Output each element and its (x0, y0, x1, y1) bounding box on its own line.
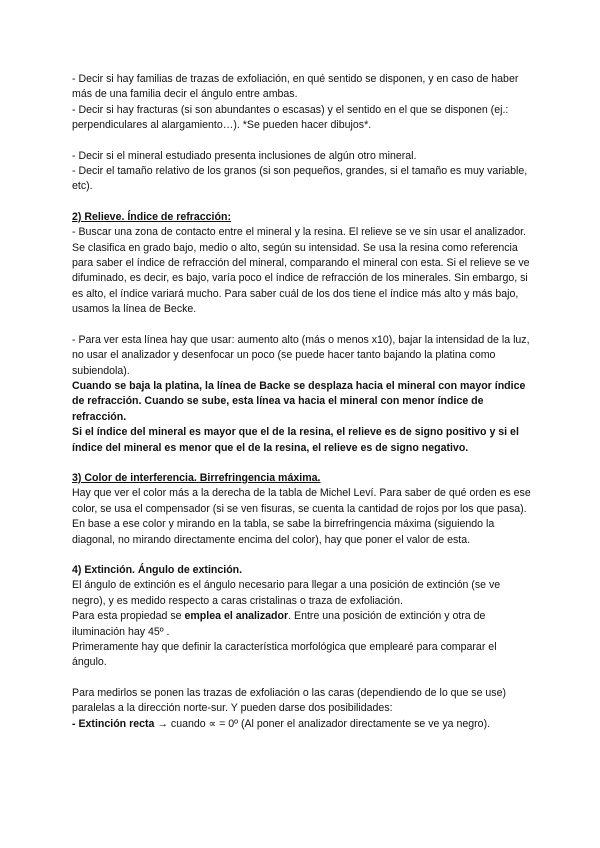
paragraph-morphology: Primeramente hay que definir la característica morfológica que emplearé para comparar el ángulo. (72, 641, 497, 669)
paragraph-relief-sign: Si el índice del mineral es mayor que el de la resina, el relieve es de signo positivo y si el índice del mineral es menor que el de la resina, el relieve es de signo negativo. (72, 426, 519, 454)
paragraph-relief-contact: - Buscar una zona de contacto entre el mineral y la resina. El relieve se ve sin usar el analizador. (72, 226, 527, 239)
spacer (72, 456, 534, 471)
section-heading-extinction: 4) Extinción. Ángulo de extinción. (72, 563, 243, 576)
text-run: Para esta propiedad se (72, 610, 185, 623)
text-run-bold: emplea el analizador (184, 610, 289, 623)
paragraph-becke-line: - Para ver esta línea hay que usar: aumento alto (más o menos x10), bajar la intensidad de la luz, no usar el analizador y desenfocar un poco (se puede hacer tanto bajando la platina como subiendola). (72, 333, 530, 377)
text-run: . Entre una posición de extinción y otra de iluminación hay 45º . (72, 610, 486, 638)
paragraph-measure: Para medirlos se ponen las trazas de exfoliación o las caras (dependiendo de lo que se use) paralelas a la dirección norte-sur. Y pueden darse dos posibilidades: (72, 686, 507, 715)
paragraph-becke-rule: Cuando se baja la platina, la línea de Backe se desplaza hacia el mineral con mayor índice de refracción. Cuando se sube, esta línea va hacia el mineral con menor índice de refracción. (72, 379, 526, 423)
paragraph-inclusions: - Decir si el mineral estudiado presenta inclusiones de algún otro mineral. (72, 149, 417, 162)
paragraph-interference: Hay que ver el color más a la derecha de la tabla de Michel Leví. Para saber de qué orden es ese color, se usa el compensador (si se ven fisuras, se cuenta la cantidad de rojos por los que pasa). En base a ese color y mirando en la tabla, se sabe la birrefringencia máxima (siguiendo la diagonal, no mirando directamente encima del color), hay que poner el valor de esta. (72, 487, 531, 546)
text-run: → cuando ∝ = 0º (Al poner el analizador directamente se ve ya negro). (154, 717, 491, 730)
paragraph-analyzer (72, 609, 534, 640)
section-heading-interference: 3) Color de interferencia. Birrefringencia máxima. (72, 471, 321, 484)
paragraph-exfoliation: - Decir si hay familias de trazas de exfoliación, en qué sentido se disponen, y en caso de haber más de una familia decir el ángulo entre ambas. (72, 73, 519, 101)
paragraph-fractures: - Decir si hay fracturas (si son abundantes o escasas) y el sentido en el que se disponen (ej.: perpendiculares al alargamiento…). *Se pueden hacer dibujos*. (72, 103, 509, 132)
paragraph-extinction-angle: El ángulo de extinción es el ángulo necesario para llegar a una posición de extinción (se ve negro), y es medido respecto a caras cristalinas o traza de exfoliación. (72, 579, 501, 607)
document-page (72, 72, 534, 732)
spacer (72, 134, 534, 149)
paragraph-grain-size: - Decir el tamaño relativo de los granos (si son pequeños, grandes, si el tamaño es muy variable, etc). (72, 165, 528, 193)
spacer (72, 318, 534, 333)
paragraph-straight-extinction (72, 717, 534, 732)
paragraph-relief-classification: Se clasifica en grado bajo, medio o alto, según su intensidad. Se usa la resina como referencia para saber el índice de refracción del mineral, comparando el mineral con esta. Si el relieve se ve difuminado, es decir, es bajo, varía poco el índice de refracción de los minerales. Sin embargo, si es alto, el índice variará mucho. Para saber cuál de los dos tiene el índice más alto y más bajo, usamos la línea de Becke. (72, 241, 530, 316)
spacer (72, 671, 534, 686)
spacer (72, 548, 534, 563)
section-heading-relief: 2) Relieve. Índice de refracción: (72, 210, 231, 223)
spacer (72, 195, 534, 210)
text-run-bold: - Extinción recta (72, 717, 155, 730)
